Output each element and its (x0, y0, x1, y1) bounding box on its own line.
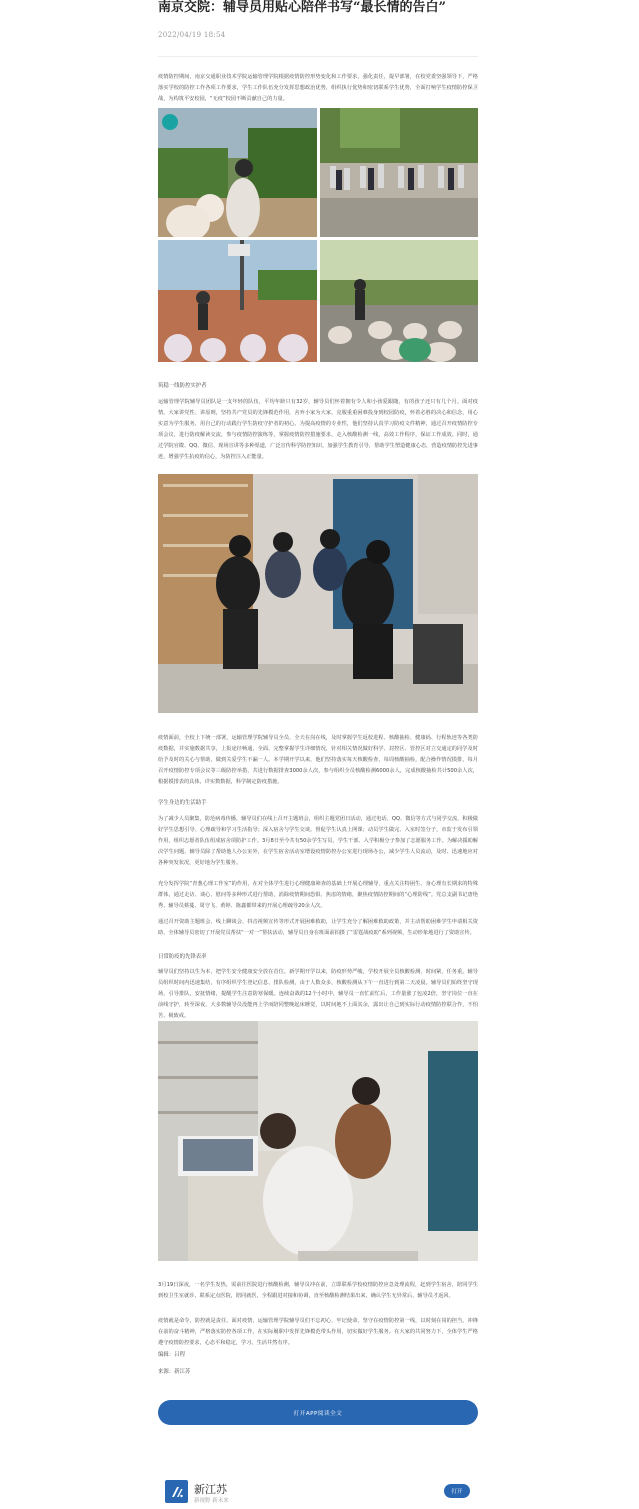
paragraph-conclusion: 疫情就是命令，防控就是责任。面对疫情，运输管理学院辅导员们不忘初心、牢记使命，坚守在疫情防控第一线，以时刻在岗的担当，冲锋在前的奋斗精神，严格落实防控各项工作，在实际履职中发挥先锋模范带头作用，切实做好学生服务。在大家的共同努力下，全体学生严格遵守疫情防控要求，心态平和稳定，学习、生活井然有序。 (158, 1318, 478, 1346)
paragraph-assistant: 为了减少人员聚集，防范病毒传播，辅导员们在线上召开主题班会，组织主题党团日活动，通过电话、QQ、微信等方式与同学交流，积极做好学生思想引导、心理疏导和学习生活指导；深入宿舍与学生交谈，督促学生认真上网课；动员学生做完、入室时签分子，市监于发布引领作用，组织志愿者队伍组成宿舍项防护工作。3月8日至今共有50余学生写员，学生干部、入学积极分子参加了志愿服务工作。为解决援助解决学生问题，辅导员除了帮助他人办公室外，在学生宿舍活动室增设疫情防控办公室进行现场办公，减少学生人员流动，及时、迅速地应对各种突发状况，更好地为学生服务。 (158, 816, 478, 866)
paragraph-financial-aid: 通过召开资助主题班会、线上聊谈会、抖音视频宣传等形式开展困难救助，让学生充分了解困难救助政策，并主动帮助困难学生申请相关资助，全体辅导员密切了开展党员帮扶“一对一”帮扶活动，辅导员自身在班面前拍摄了“雷霆战疫助”系列视频，生动形象地进行了资助宣传。 (158, 919, 478, 936)
paragraph-response: 疫情面前，全校上下统一部署，运输管理学院辅导员全员、全天在岗在线，及时掌握学生返校进程、核酸抽检、健康码、行程轨迹等各类防疫数据，并实施数据共享，上报途径畅通，全面、完整掌握学生详细情况，针对相关情况做好科学、封控区、管控区对立交通定的同学及时给予及时的关心与帮助，做到关爱学生不漏一人。本学期开学以来，他们坚持落实每天核酸检查，每周核酸抽检，配合操作情况摸排，每月召开疫情防控专项会议等三级防控举措，共进行数据排查3000余人次，参与组织全员核酸检测6000余人，完成核酸抽检共计500余人次，根据摸排表的具体，详实数数据，科学制定防疫措施。 (158, 735, 478, 785)
app-logo-glyph (169, 1484, 185, 1500)
collage-photo-2-svg (320, 108, 478, 237)
section-heading-3: 日常防疫的先锋表率 (158, 954, 207, 960)
section-heading-2: 学生身边的生活助手 (158, 800, 207, 806)
title-divider (158, 56, 478, 57)
collage-photo-3-svg (158, 240, 317, 362)
app-brand-name: 新江苏 (194, 1483, 227, 1496)
paragraph-night: 3月19日深夜，一名学生发热，需前往医院进行核酸检测，辅导员冲在前，立即联系学校疫情防控应急处理流程，赶到学生宿舍，陪同学生到校卫生室就诊，联系定点医院，陪同就医，全程跟进对接和协调，直至核酸检测结果出来，确认学生无异常后，辅导员才返回。 (158, 1282, 478, 1299)
section-heading-1: 筑稳一线防控实护者 (158, 383, 207, 389)
paragraph-psychology: 充分发挥学院“青葱心理工作室”的作用，在对全体学生进行心理健康筛查的基础上开展心理辅导，重点关注特困生、身心理有长期求的特殊群体，通过走访、谈心、慰问等多种形式进行帮助，消除疫情期间恐惧、焦虑的情绪，聚焦疫情防控期间的“心理防线”。党总支副书记唐艳秀、辅导员蔡蔓、周守飞、黄婷、陈鑫都带来的开展心理疏导20余人次。 (158, 881, 478, 909)
publish-date: 2022/04/19 18:54 (158, 31, 226, 39)
paragraph-daily: 辅导员们坚持以生为本，把学生安全健康安全放在首位。新学期开学以来，防疫形势严峻，学校开展全员核酸检测，时间紧，任务重。辅导员组织时间内迅速集结，有序组织学生登记信息、排队检测，由于人数众多，核酸检测从下午一直进行到第二天凌晨。辅导员们始终坚守现场，引导排队，安抚情绪，提醒学生注意防寒保暖。连续奋战的12个小时中，辅导员一直忙前忙后，工作量涨了包凌2倍，坚守岗位一直在前线守护，转至深夜，大多数辅导员没能再上学而陪同整晚起床睡觉，以时间地不上面其余，露出让自己到实际行动疫情防控联合作，不怕苦、极致戒。 (158, 969, 478, 1019)
collage-photo-4 (320, 240, 478, 362)
photo-office-duty-svg (158, 1021, 478, 1261)
paragraph-intro: 疫情防控期间，南京交通职业技术学院运输管理学院根据疫情防控形势变化和工作要求，强化责任，提早部署，在校党委坚强领导下，严格落实学校的防控工作各项工作要求，学生工作队伍充分发挥思想政治优势，组织执行优势和密切联系学生优势，全面打响学生疫情防控保卫战，为构筑平安校园，“无疫”校园不断贡献自己的力量。 (158, 74, 478, 102)
collage-photo-1-svg (158, 108, 317, 237)
collage-photo-3 (158, 240, 317, 362)
paragraph-team: 运输管理学院辅导员团队是一支年轻的队伍，平均年龄只有32岁，辅导员们怀着拥有令人和小孩爱跟随，有的孩子还只有几个月。面对疫情，大家讲党性、讲原则，坚持共产党员的先锋模范作用，舍弃小家为大家，克服重重困难投身到校园防疫，怀着必胜的决心和信念，用心实意为学生服务，用自己的行动践行学生防疫守护者的初心。为提高疫情的专业性，他们坚持认真学习防疫文件精神，通过召开疫情防控专项会议，进行防疫解读交流，参与疫情防控演练等，掌握疫情防控措施要求，走入核酸检测一线，高效工作程序，保证工作成效。同时，通过学院官微、QQ、微信、现场宣讲等多种渠道，广泛宣传科学防控知识，加强学生教育引导，帮助学生塑造健康心态，营造疫情防控先进事迹，增强学生抗疫的信心，为防控注入正能量。 (158, 399, 478, 460)
collage-photo-4-svg (320, 240, 478, 362)
app-slogan: 新视野 新未来 (194, 1498, 229, 1504)
open-button[interactable]: 打开 (444, 1484, 470, 1498)
open-app-button[interactable]: 打开APP阅读全文 (158, 1400, 478, 1425)
editor-credit: 编辑：吕程 (158, 1352, 185, 1358)
collage-photo-2 (320, 108, 478, 237)
photo-dorm-talk-svg (158, 474, 478, 713)
article-title: 南京交院：辅导员用贴心陪伴书写“最长情的告白” (158, 0, 446, 15)
app-footer-bar (0, 1470, 639, 1509)
photo-dorm-talk (158, 474, 478, 713)
collage-photo-1 (158, 108, 317, 237)
source-credit: 来源：新江苏 (158, 1369, 191, 1375)
photo-office-duty (158, 1021, 478, 1261)
app-logo-icon (165, 1480, 188, 1503)
